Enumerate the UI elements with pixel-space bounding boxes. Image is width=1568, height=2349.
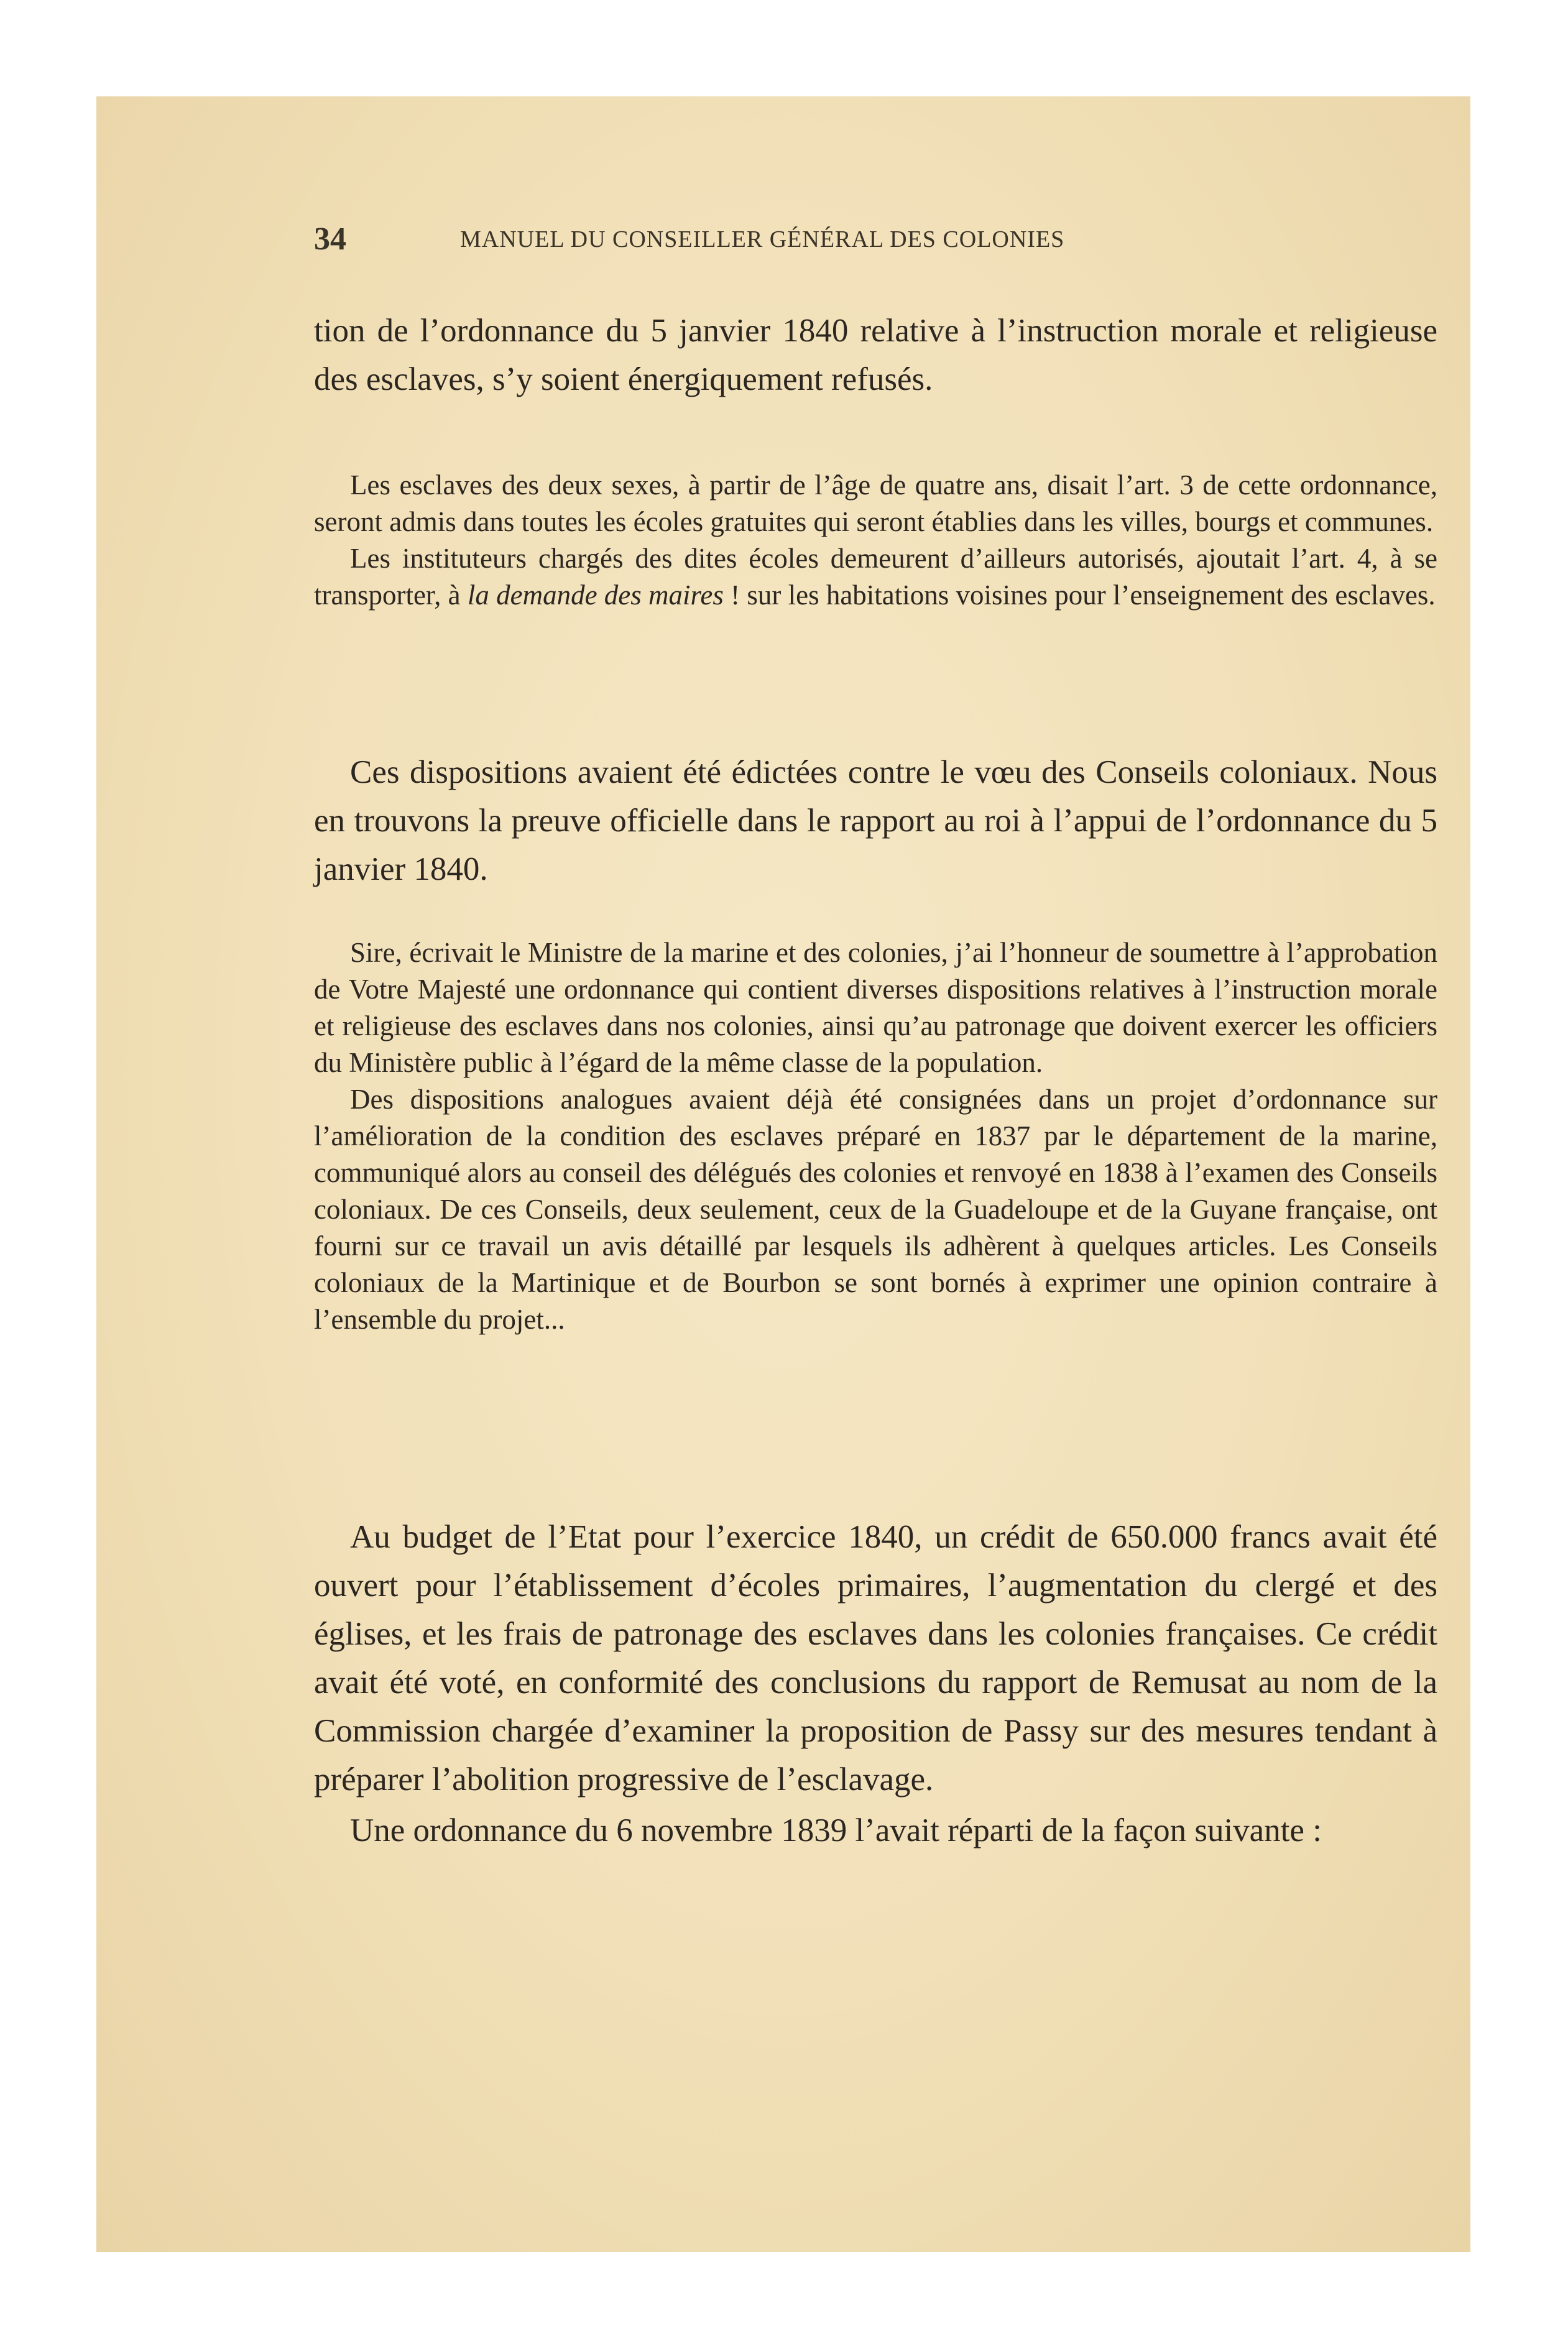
quote-text: Les instituteurs chargés des dites écoles demeurent d’ailleurs autorisés, ajoutait l’art. 4, à se transporter, à: [314, 543, 1437, 611]
book-page: [96, 96, 1470, 2252]
quote-italic-text: la demande des maires: [467, 579, 724, 611]
paragraph: Ces dispositions avaient été édictées contre le vœu des Conseils coloniaux. Nous en trouvons la preuve officielle dans le rapport au roi à l’appui de l’ordonnance du 5 janvier 1840.: [314, 754, 1437, 887]
running-title: MANUEL DU CONSEILLER GÉNÉRAL DES COLONIES: [460, 226, 1065, 252]
paragraph: tion de l’ordonnance du 5 janvier 1840 relative à l’instruction morale et religieuse des esclaves, s’y soient énergiquement refusés.: [314, 313, 1437, 397]
paragraph-budget: [314, 1513, 1437, 1855]
quoted-paragraph: [314, 540, 1437, 614]
quotation-article-3-4: [314, 467, 1437, 614]
quoted-paragraph: Sire, écrivait le Ministre de la marine et des colonies, j’ai l’honneur de soumettre à l’approbation de Votre Majesté une ordonnance qui contient diverses dispositions relatives à l’instruction morale et religieuse des esclaves dans nos colonies, ainsi qu’au patronage que doivent exercer les officiers du Ministère public à l’égard de la même classe de la population.: [314, 937, 1437, 1078]
quotation-rapport-au-roi: [314, 935, 1437, 1338]
quoted-paragraph: Des dispositions analogues avaient déjà été consignées dans un projet d’ordonnance sur l’amélioration de la condition des esclaves préparé en 1837 par le département de la marine, communiqué alors au conseil des délégués des colonies et renvoyé en 1838 à l’examen des Conseils coloniaux. De ces Conseils, deux seulement, ceux de la Guadeloupe et de la Guyane française, ont fourni sur ce travail un avis détaillé par lesquels ils adhèrent à quelques articles. Les Conseils coloniaux de la Martinique et de Bourbon se sont bornés à exprimer une opinion contraire à l’ensemble du projet...: [314, 1084, 1437, 1335]
quoted-paragraph: Les esclaves des deux sexes, à partir de l’âge de quatre ans, disait l’art. 3 de cette ordonnance, seront admis dans toutes les écoles gratuites qui seront établies dans les villes, bourgs et communes.: [314, 469, 1437, 537]
paragraph-conseils: [314, 748, 1437, 893]
paragraph: Une ordonnance du 6 novembre 1839 l’avait réparti de la façon suivante :: [350, 1812, 1322, 1848]
paragraph-continuation: [314, 307, 1437, 404]
paragraph: Au budget de l’Etat pour l’exercice 1840, un crédit de 650.000 francs avait été ouvert pour l’établissement d’écoles primaires, l’augmentation du clergé et des églises, et les frais de patronage des esclaves dans les colonies françaises. Ce crédit avait été voté, en conformité des conclusions du rapport de Remusat au nom de la Commission chargée d’examiner la proposition de Passy sur des mesures tendant à préparer l’abolition progressive de l’esclavage.: [314, 1519, 1437, 1798]
quote-text: ! sur les habitations voisines pour l’enseignement des esclaves.: [723, 579, 1436, 611]
page-number: 34: [314, 221, 346, 257]
